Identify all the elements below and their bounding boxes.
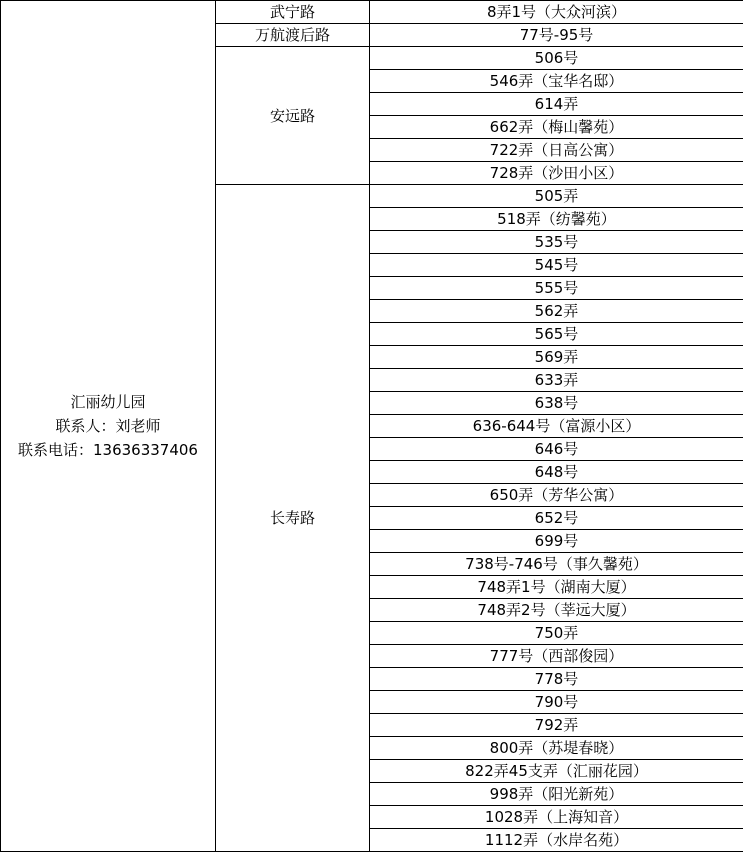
address-cell: 545号 (370, 254, 743, 277)
address-cell: 8弄1号（大众河滨） (370, 1, 743, 24)
address-cell: 750弄 (370, 622, 743, 645)
road-name-cell: 长寿路 (216, 185, 370, 852)
address-cell: 728弄（沙田小区） (370, 162, 743, 185)
address-cell: 555号 (370, 277, 743, 300)
address-cell: 778号 (370, 668, 743, 691)
address-cell: 648号 (370, 461, 743, 484)
road-name-cell: 安远路 (216, 47, 370, 185)
table-row (1, 1, 743, 24)
address-table-body (1, 1, 743, 852)
address-cell: 748弄1号（湖南大厦） (370, 576, 743, 599)
address-cell: 790号 (370, 691, 743, 714)
school-info-cell (1, 1, 216, 852)
address-cell: 518弄（纺馨苑） (370, 208, 743, 231)
address-cell: 699号 (370, 530, 743, 553)
address-cell: 722弄（日高公寓） (370, 139, 743, 162)
address-cell: 506号 (370, 47, 743, 70)
address-cell: 748弄2号（莘远大厦） (370, 599, 743, 622)
address-cell: 569弄 (370, 346, 743, 369)
address-cell: 562弄 (370, 300, 743, 323)
address-cell: 633弄 (370, 369, 743, 392)
road-name-cell: 武宁路 (216, 1, 370, 24)
address-cell: 646号 (370, 438, 743, 461)
address-cell: 77号-95号 (370, 24, 743, 47)
address-cell: 652号 (370, 507, 743, 530)
address-cell: 650弄（芳华公寓） (370, 484, 743, 507)
address-cell: 546弄（宝华名邸） (370, 70, 743, 93)
address-cell: 792弄 (370, 714, 743, 737)
address-cell: 822弄45支弄（汇丽花园） (370, 760, 743, 783)
address-cell: 636-644号（富源小区） (370, 415, 743, 438)
school-name: 汇丽幼儿园 (70, 393, 146, 411)
address-cell: 1028弄（上海知音） (370, 806, 743, 829)
address-cell: 1112弄（水岸名苑） (370, 829, 743, 852)
address-cell: 535号 (370, 231, 743, 254)
address-cell: 662弄（梅山馨苑） (370, 116, 743, 139)
address-cell: 998弄（阳光新苑） (370, 783, 743, 806)
contact-person: 联系人：刘老师 (55, 417, 161, 435)
address-cell: 738号-746号（事久馨苑） (370, 553, 743, 576)
road-name-cell: 万航渡后路 (216, 24, 370, 47)
address-cell: 800弄（苏堤春晓） (370, 737, 743, 760)
address-cell: 565号 (370, 323, 743, 346)
address-cell: 638号 (370, 392, 743, 415)
address-cell: 505弄 (370, 185, 743, 208)
address-cell: 777号（西部俊园） (370, 645, 743, 668)
address-cell: 614弄 (370, 93, 743, 116)
contact-phone: 联系电话：13636337406 (18, 441, 198, 459)
